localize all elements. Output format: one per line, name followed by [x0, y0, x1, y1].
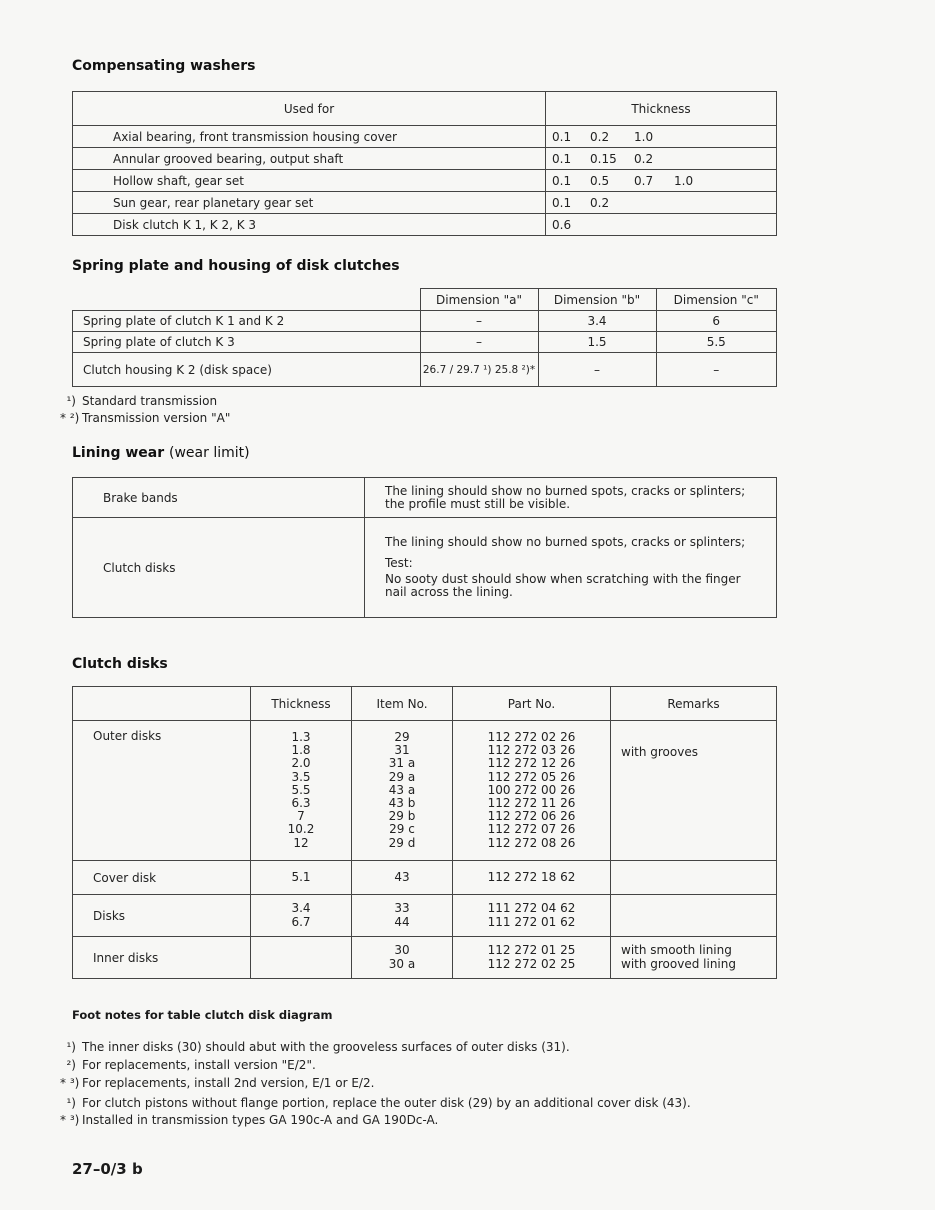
used-for-cell: Axial bearing, front transmission housing cover [73, 126, 546, 148]
spring-footnote: * ²) Transmission version "A" [60, 411, 231, 425]
used-for-cell: Annular grooved bearing, output shaft [73, 148, 546, 170]
part-no-cell: 112 272 18 62 [453, 861, 611, 895]
part-no-cell: 111 272 04 62 111 272 01 62 [453, 895, 611, 937]
clutch-disks-table [72, 686, 777, 979]
spring-row-label: Clutch housing K 2 (disk space) [73, 353, 421, 387]
thickness-cell: 5.1 [251, 861, 352, 895]
item-no-header: Item No. [352, 687, 453, 721]
used-for-header: Used for [73, 92, 546, 126]
disk-type-label: Outer disks [73, 721, 251, 861]
remarks-cell: with grooves [611, 721, 777, 861]
blank-header [73, 289, 421, 311]
part-no-header: Part No. [453, 687, 611, 721]
part-no-cell: 112 272 02 26 112 272 03 26 112 272 12 26 112 272 05 26 100 272 00 26 112 272 11 26 112 272 06 26 112 272 07 26 112 272 08 26 [453, 721, 611, 861]
dimension-b-value: 1.5 [538, 332, 656, 353]
clutch-footnote: ²) For replacements, install version "E/2". [66, 1058, 316, 1072]
thickness-values: 0.6 [546, 214, 777, 236]
remarks-cell [611, 895, 777, 937]
thickness-values: 0.1 0.2 [546, 192, 777, 214]
dimension-a-value: – [420, 311, 538, 332]
lining-row-label: Brake bands [73, 478, 365, 518]
clutch-footnote: * ³) For replacements, install 2nd version, E/1 or E/2. [60, 1076, 375, 1090]
clutch-footnote: * ³) Installed in transmission types GA 190c-A and GA 190Dc-A. [60, 1113, 439, 1127]
dimension-b-value: – [538, 353, 656, 387]
lining-row-text: The lining should show no burned spots, cracks or splinters; Test: No sooty dust should show when scratching with the finger nail across the lining. [365, 518, 777, 618]
lining-row-text: The lining should show no burned spots, cracks or splinters; the profile must still be visible. [365, 478, 777, 518]
footnotes-title: Foot notes for table clutch disk diagram [72, 1008, 333, 1022]
spring-row-label: Spring plate of clutch K 1 and K 2 [73, 311, 421, 332]
lining-wear-title: Lining wear (wear limit) [72, 445, 250, 461]
clutch-footnote: ¹) The inner disks (30) should abut with the grooveless surfaces of outer disks (31). [66, 1040, 570, 1054]
dimension-b-value: 3.4 [538, 311, 656, 332]
blank-header [73, 687, 251, 721]
spring-row-label: Spring plate of clutch K 3 [73, 332, 421, 353]
thickness-header: Thickness [546, 92, 777, 126]
dimension-a-value: 26.7 / 29.7 ¹) 25.8 ²)* [420, 353, 538, 387]
used-for-cell: Sun gear, rear planetary gear set [73, 192, 546, 214]
part-no-cell: 112 272 01 25 112 272 02 25 [453, 937, 611, 979]
dimension-c-value: 6 [656, 311, 777, 332]
dimension-a-value: – [420, 332, 538, 353]
page-number: 27–0/3 b [72, 1160, 143, 1178]
dimension-c-value: 5.5 [656, 332, 777, 353]
disk-type-label: Disks [73, 895, 251, 937]
remarks-cell [611, 861, 777, 895]
compensating-washers-table [72, 91, 777, 236]
used-for-cell: Disk clutch K 1, K 2, K 3 [73, 214, 546, 236]
spring-plate-table [72, 288, 777, 387]
thickness-values: 0.1 0.15 0.2 [546, 148, 777, 170]
clutch-footnote: ¹) For clutch pistons without flange portion, replace the outer disk (29) by an additional cover disk (43). [66, 1096, 691, 1110]
spring-plate-title: Spring plate and housing of disk clutches [72, 258, 400, 274]
thickness-values: 0.1 0.5 0.7 1.0 [546, 170, 777, 192]
dimension-b-header: Dimension "b" [538, 289, 656, 311]
dimension-a-header: Dimension "a" [420, 289, 538, 311]
dimension-c-value: – [656, 353, 777, 387]
remarks-cell: with smooth lining with grooved lining [611, 937, 777, 979]
compensating-washers-title: Compensating washers [72, 58, 256, 74]
clutch-disks-title: Clutch disks [72, 656, 168, 672]
item-no-cell: 29 31 31 a 29 a 43 a 43 b 29 b 29 c 29 d [352, 721, 453, 861]
thickness-header: Thickness [251, 687, 352, 721]
remarks-header: Remarks [611, 687, 777, 721]
lining-wear-table [72, 477, 777, 618]
disk-type-label: Inner disks [73, 937, 251, 979]
thickness-cell [251, 937, 352, 979]
spring-footnote: ¹) Standard transmission [66, 394, 218, 408]
used-for-cell: Hollow shaft, gear set [73, 170, 546, 192]
disk-type-label: Cover disk [73, 861, 251, 895]
thickness-cell: 1.3 1.8 2.0 3.5 5.5 6.3 7 10.2 12 [251, 721, 352, 861]
thickness-values: 0.1 0.2 1.0 [546, 126, 777, 148]
item-no-cell: 30 30 a [352, 937, 453, 979]
item-no-cell: 43 [352, 861, 453, 895]
lining-row-label: Clutch disks [73, 518, 365, 618]
item-no-cell: 33 44 [352, 895, 453, 937]
dimension-c-header: Dimension "c" [656, 289, 777, 311]
thickness-cell: 3.4 6.7 [251, 895, 352, 937]
